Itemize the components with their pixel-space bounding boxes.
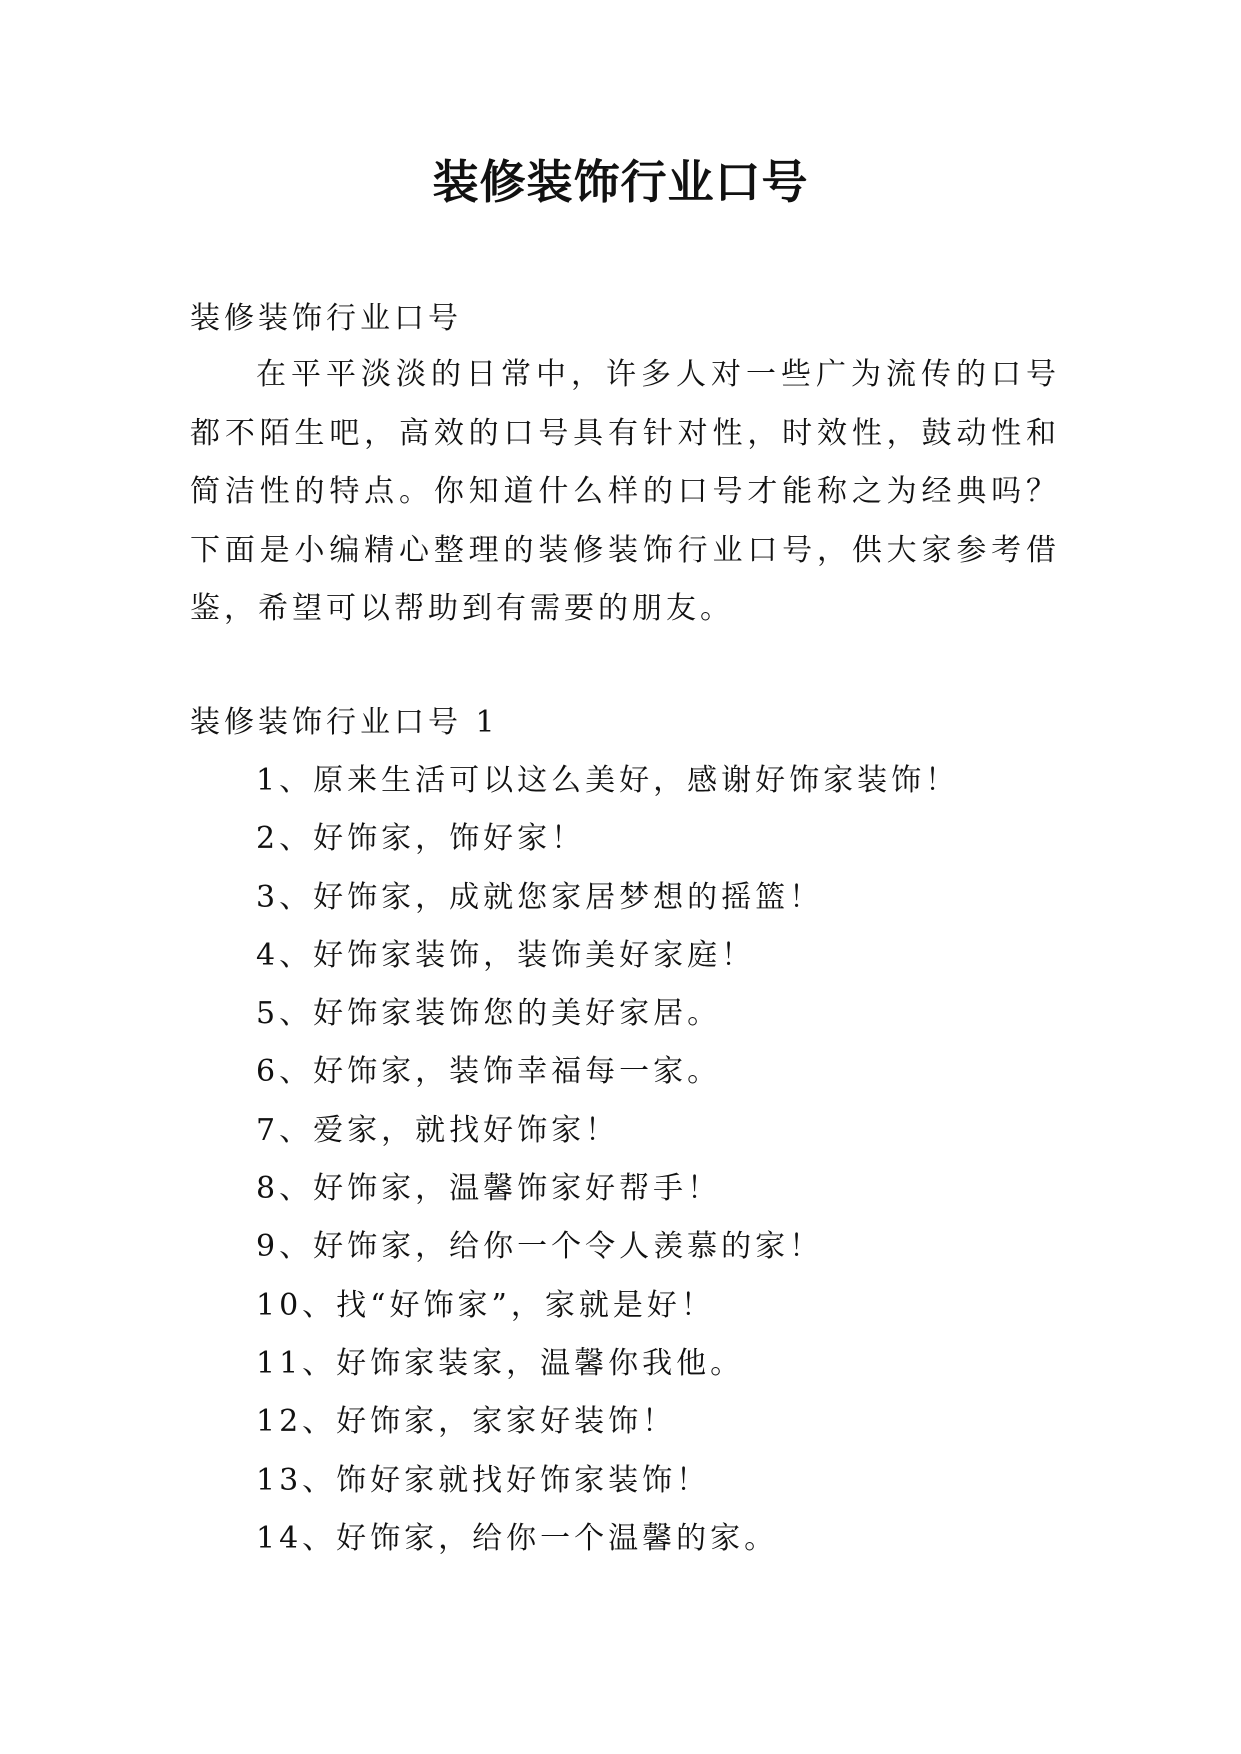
slogan-item: 8、好饰家，温馨饰家好帮手！: [256, 1171, 722, 1207]
slogan-item: 2、好饰家，饰好家！: [256, 821, 586, 857]
document-title: 装修装饰行业口号: [432, 155, 809, 209]
section-heading: 装修装饰行业口号 1: [190, 705, 499, 740]
slogan-item: 13、饰好家就找好饰家装饰！: [256, 1462, 711, 1498]
slogan-item: 7、爱家，就找好饰家！: [256, 1112, 620, 1148]
slogan-item: 10、找“好饰家”，家就是好！: [256, 1287, 715, 1323]
slogan-item: 12、好饰家，家家好装饰！: [256, 1404, 677, 1440]
slogan-list: [256, 752, 1056, 1568]
intro-paragraph: 在平平淡淡的日常中，许多人对一些广为流传的口号都不陌生吧，高效的口号具有针对性，时效性，鼓动性和简洁性的特点。你知道什么样的口号才能称之为经典吗？下面是小编精心整理的装修装饰行业口号，供大家参考借鉴，希望可以帮助到有需要的朋友。: [190, 357, 1060, 626]
slogan-item: 1、原来生活可以这么美好，感谢好饰家装饰！: [256, 763, 960, 798]
slogan-item: 14、好饰家，给你一个温馨的家。: [256, 1520, 779, 1556]
slogan-item: 3、好饰家，成就您家居梦想的摇篮！: [256, 879, 824, 915]
document-subtitle: 装修装饰行业口号: [190, 301, 462, 336]
slogan-item: 9、好饰家，给你一个令人羡慕的家！: [256, 1229, 824, 1265]
slogan-item: 11、好饰家装家，温馨你我他。: [256, 1345, 745, 1381]
slogan-item: 4、好饰家装饰，装饰美好家庭！: [256, 937, 756, 973]
slogan-item: 6、好饰家，装饰幸福每一家。: [256, 1054, 722, 1090]
slogan-item: 5、好饰家装饰您的美好家居。: [256, 996, 722, 1032]
